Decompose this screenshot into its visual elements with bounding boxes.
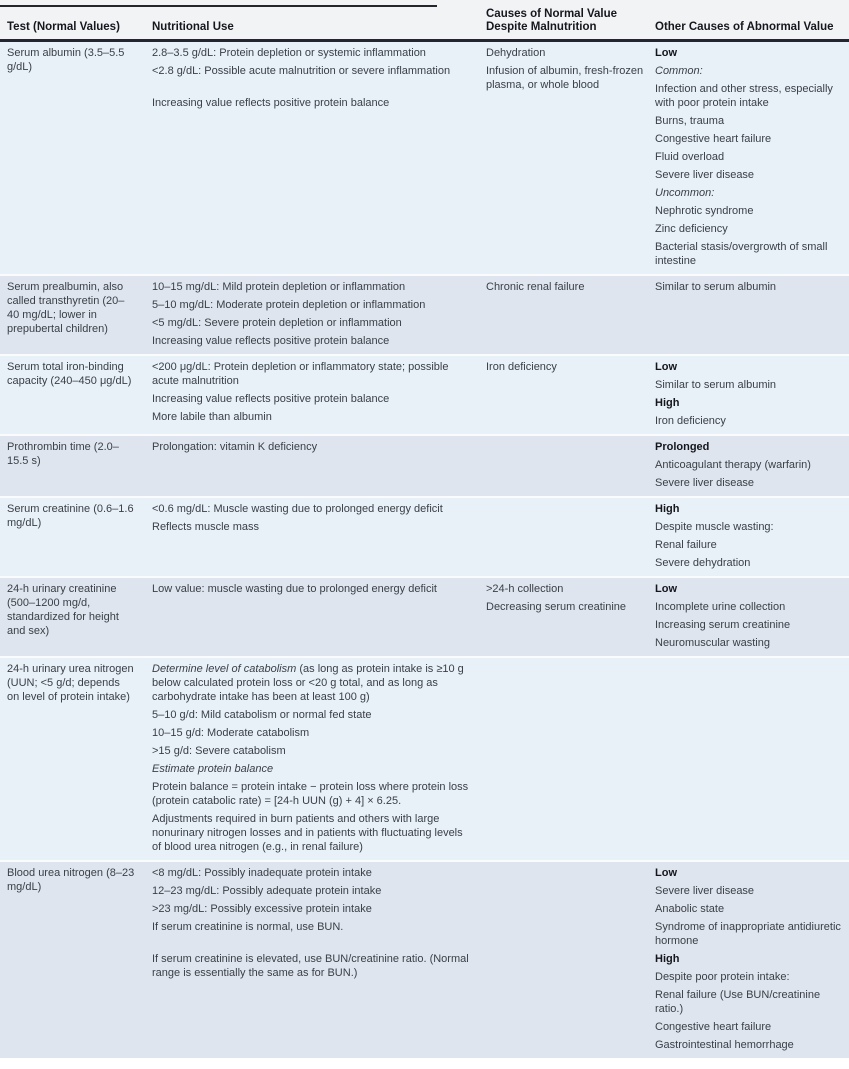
paragraph: Nephrotic syndrome [655,205,754,217]
paragraph: >24-h collection [486,583,564,595]
paragraph: >15 g/d: Severe catabolism [152,745,286,757]
paragraph: Burns, trauma [655,115,725,127]
paragraph: Dehydration [486,47,546,59]
other-causes-cell [650,435,849,497]
causes-normal-cell [482,657,650,861]
paragraph: Common: [655,65,703,77]
paragraph: Increasing value reflects positive protein balance [152,335,390,347]
other-causes-cell [650,355,849,435]
table-row [0,275,849,355]
test-name: Serum total iron-binding capacity (240–450 μg/dL) [7,361,132,387]
text-segment: (as long as protein intake is ≥10 g below calculated protein loss or <20 g total, and as long as carbohydrate intake has been at least 100 g) [152,663,464,703]
paragraph: Despite muscle wasting: [655,521,774,533]
paragraph: Adjustments required in burn patients and others with large nonurinary nitrogen losses and in patients with fluctuating levels of blood urea nitrogen (e.g., in renal failure) [152,813,463,853]
nutritional-use-cell [145,577,482,657]
paragraph: Severe liver disease [655,885,755,897]
paragraph: 5–10 mg/dL: Moderate protein depletion or inflammation [152,299,426,311]
paragraph: <0.6 mg/dL: Muscle wasting due to prolonged energy deficit [152,503,443,515]
paragraph: Increasing value reflects positive protein balance [152,97,390,109]
test-name: Serum creatinine (0.6–1.6 mg/dL) [7,503,134,529]
paragraph: Anticoagulant therapy (warfarin) [655,459,811,471]
paragraph: Congestive heart failure [655,1021,772,1033]
paragraph: Similar to serum albumin [655,379,777,391]
table-row [0,497,849,577]
paragraph: Iron deficiency [655,415,726,427]
test-name: Prothrombin time (2.0–15.5 s) [7,441,119,467]
paragraph: If serum creatinine is elevated, use BUN/creatinine ratio. (Normal range is essentially the same as for BUN.) [152,953,469,979]
nutritional-use-cell [145,657,482,861]
test-cell [0,861,145,1058]
test-name: 24-h urinary urea nitrogen (UUN; <5 g/d; depends on level of protein intake) [7,663,134,703]
paragraph: Zinc deficiency [655,223,728,235]
test-cell [0,355,145,435]
other-causes-cell [650,861,849,1058]
paragraph: 5–10 g/d: Mild catabolism or normal fed state [152,709,372,721]
paragraph: Prolongation: vitamin K deficiency [152,441,318,453]
paragraph: Fluid overload [655,151,725,163]
causes-normal-cell [482,577,650,657]
causes-normal-cell [482,355,650,435]
table-row [0,657,849,861]
paragraph: Low [655,583,677,595]
paragraph: >23 mg/dL: Possibly excessive protein intake [152,903,372,915]
other-causes-cell [650,577,849,657]
paragraph: 10–15 g/d: Moderate catabolism [152,727,310,739]
paragraph: Iron deficiency [486,361,557,373]
table-row [0,355,849,435]
paragraph: Decreasing serum creatinine [486,601,627,613]
paragraph: Congestive heart failure [655,133,772,145]
paragraph: Increasing serum creatinine [655,619,791,631]
nutritional-use-cell [145,861,482,1058]
causes-normal-cell [482,861,650,1058]
causes-normal-cell [482,497,650,577]
paragraph: Despite poor protein intake: [655,971,790,983]
nutritional-use-cell [145,41,482,276]
table-row [0,577,849,657]
paragraph: Low [655,867,677,879]
paragraph: Increasing value reflects positive protein balance [152,393,390,405]
nutritional-use-cell [145,355,482,435]
col-header-nutritional-use: Nutritional Use [145,0,482,41]
col-header-causes-normal: Causes of Normal Value Despite Malnutrition [482,0,650,41]
other-causes-cell [650,657,849,861]
paragraph: Infusion of albumin, fresh-frozen plasma, or whole blood [486,65,644,91]
paragraph: Low value: muscle wasting due to prolonged energy deficit [152,583,437,595]
nutritional-use-cell [145,497,482,577]
paragraph: 2.8–3.5 g/dL: Protein depletion or systemic inflammation [152,47,426,59]
paragraph: Renal failure (Use BUN/creatinine ratio.) [655,989,821,1015]
paragraph: Low [655,361,677,373]
paragraph: Protein balance = protein intake − protein loss where protein loss (protein catabolic rate) = [24-h UUN (g) + 4] × 6.25. [152,781,469,807]
paragraph: 12–23 mg/dL: Possibly adequate protein intake [152,885,382,897]
paragraph: Severe liver disease [655,169,755,181]
test-cell [0,497,145,577]
test-cell [0,657,145,861]
paragraph: High [655,953,680,965]
test-name: Blood urea nitrogen (8–23 mg/dL) [7,867,135,893]
paragraph: Syndrome of inappropriate antidiuretic hormone [655,921,841,947]
causes-normal-cell [482,275,650,355]
paragraph: Incomplete urine collection [655,601,786,613]
paragraph: <2.8 g/dL: Possible acute malnutrition or severe inflammation [152,65,451,77]
paragraph: Renal failure [655,539,717,551]
test-cell [0,577,145,657]
paragraph: Uncommon: [655,187,715,199]
nutritional-use-cell [145,275,482,355]
table-row [0,41,849,276]
paragraph: <8 mg/dL: Possibly inadequate protein intake [152,867,372,879]
paragraph: Prolonged [655,441,710,453]
paragraph: Bacterial stasis/overgrowth of small intestine [655,241,828,267]
test-name: Serum prealbumin, also called transthyretin (20–40 mg/dL; lower in prepubertal children) [7,281,125,335]
paragraph: Anabolic state [655,903,725,915]
paragraph: Estimate protein balance [152,763,274,775]
paragraph: Severe liver disease [655,477,755,489]
test-cell [0,435,145,497]
paragraph: Neuromuscular wasting [655,637,770,649]
nutritional-use-cell [145,435,482,497]
test-cell [0,41,145,276]
col-header-other-causes: Other Causes of Abnormal Value [650,0,849,41]
other-causes-cell [650,275,849,355]
paragraph: Similar to serum albumin [655,281,777,293]
paragraph: If serum creatinine is normal, use BUN. [152,921,344,933]
paragraph: High [655,397,680,409]
other-causes-cell [650,41,849,276]
table-body [0,41,849,1059]
table-row [0,435,849,497]
paragraph: Gastrointestinal hemorrhage [655,1039,794,1051]
paragraph: Low [655,47,677,59]
paragraph: <200 μg/dL: Protein depletion or inflammatory state; possible acute malnutrition [152,361,449,387]
test-name: 24-h urinary creatinine (500–1200 mg/d, standardized for height and sex) [7,583,119,637]
causes-normal-cell [482,435,650,497]
paragraph: Chronic renal failure [486,281,585,293]
other-causes-cell [650,497,849,577]
table-row [0,861,849,1058]
paragraph: 10–15 mg/dL: Mild protein depletion or inflammation [152,281,406,293]
causes-normal-cell [482,41,650,276]
table-top-rule [0,5,437,7]
paragraph: Infection and other stress, especially with poor protein intake [655,83,833,109]
paragraph: Severe dehydration [655,557,751,569]
paragraph: Reflects muscle mass [152,521,259,533]
col-header-test: Test (Normal Values) [0,0,145,41]
text-segment: Determine level of catabolism [152,663,297,675]
paragraph: More labile than albumin [152,411,272,423]
test-cell [0,275,145,355]
paragraph: <5 mg/dL: Severe protein depletion or inflammation [152,317,402,329]
paragraph [152,662,472,704]
paragraph: High [655,503,680,515]
test-name: Serum albumin (3.5–5.5 g/dL) [7,47,125,73]
